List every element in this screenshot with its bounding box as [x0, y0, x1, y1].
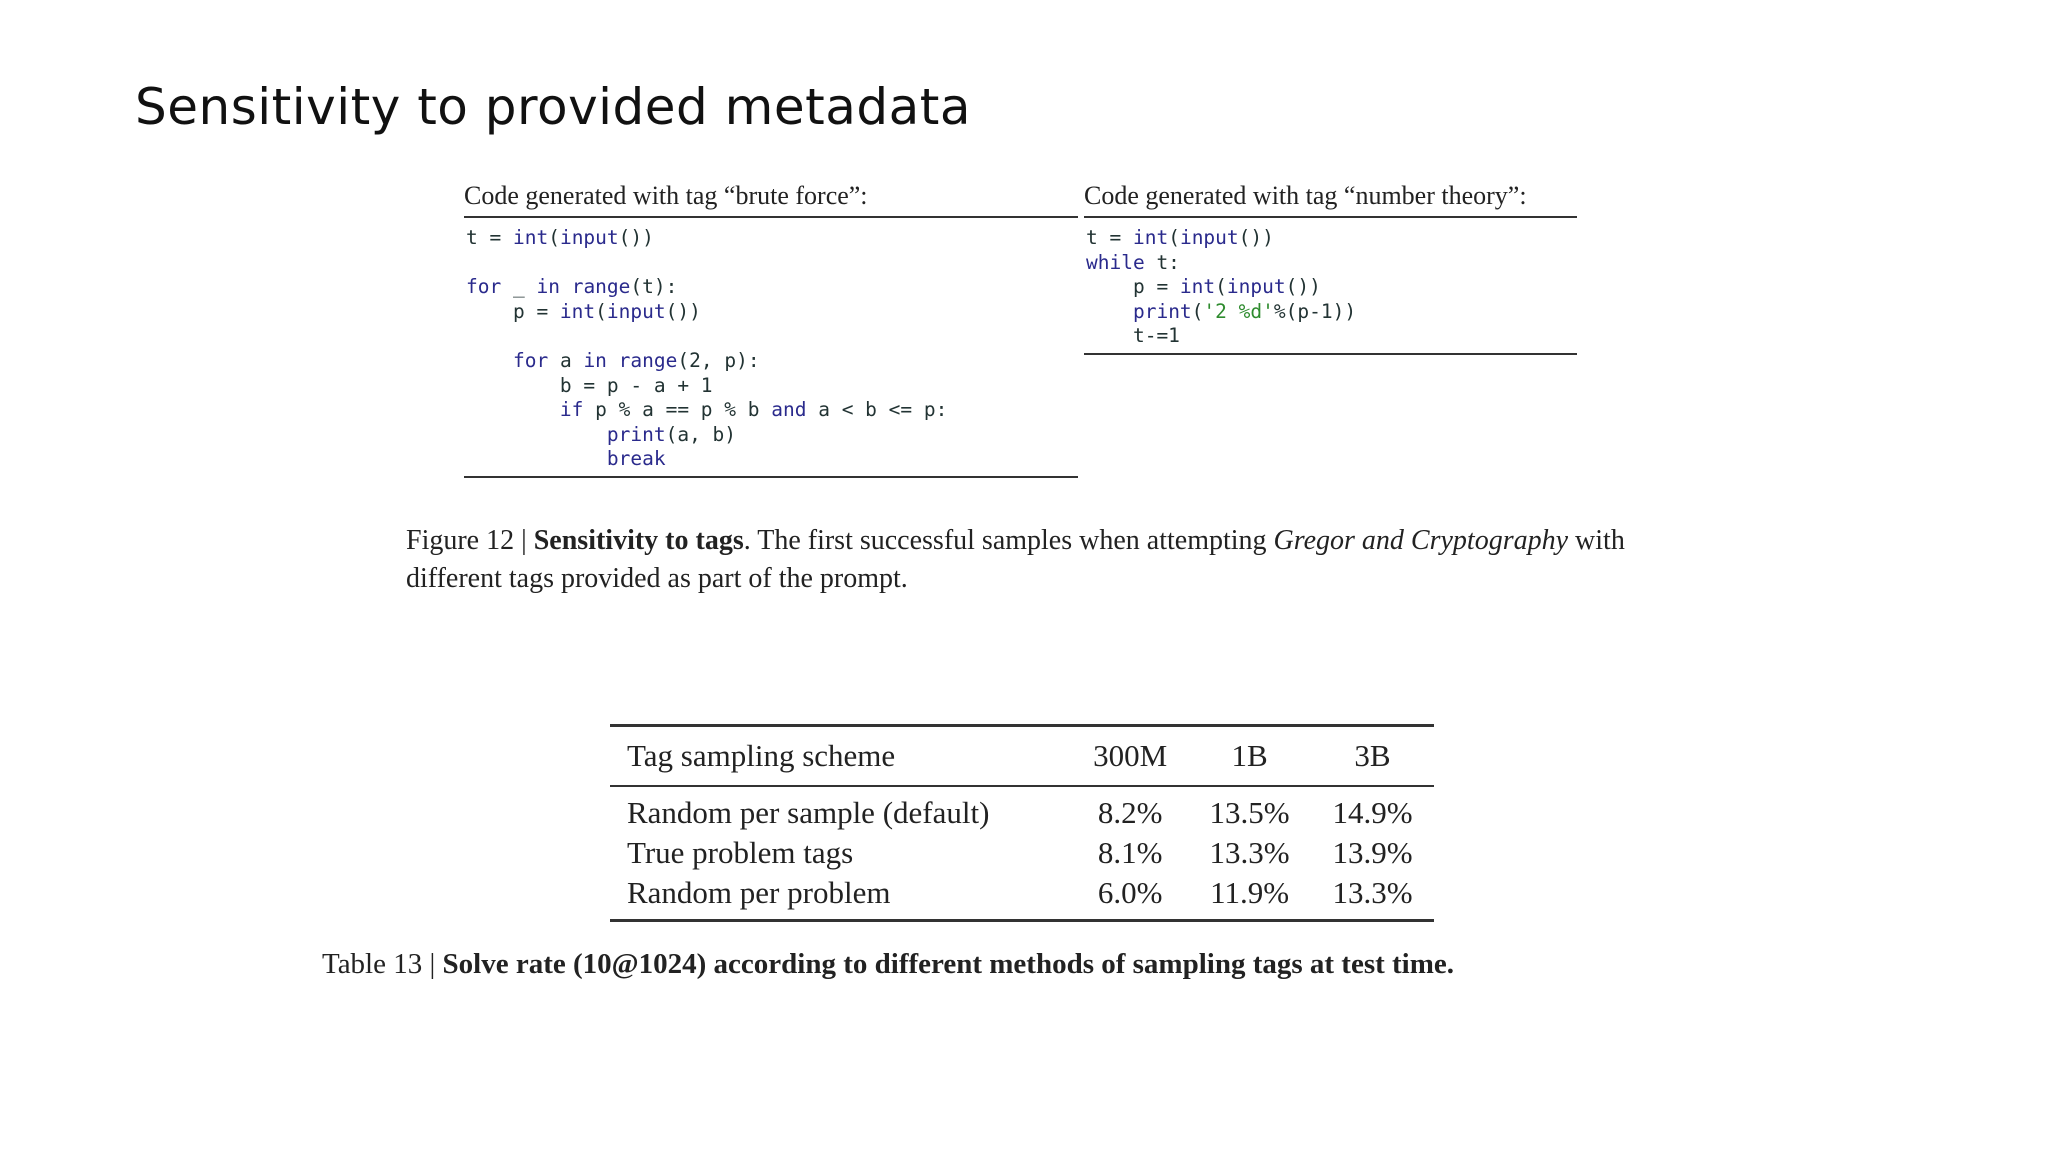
table-cell: 8.2%: [1097, 795, 1163, 830]
code-listing-brute-force: t = int(input()) for _ in range(t): p = int(input()) for a in range(2, p): b = p - a + 1 if p % a == p % b and a < b <= p: print(a, b) break: [466, 226, 948, 471]
table-cell: 13.3%: [1209, 835, 1290, 870]
table-cell: Random per sample (default): [627, 795, 990, 830]
table-row: [610, 786, 1434, 833]
code-block-brute-force: [464, 178, 1078, 478]
slide-title: Sensitivity to provided metadata: [135, 78, 972, 136]
figure-caption-italic: Gregor and Cryptography: [1273, 525, 1569, 556]
table-cell: 14.9%: [1332, 795, 1413, 830]
code-listing-number-theory: t = int(input()) while t: p = int(input()) print('2 %d'%(p-1)) t-=1: [1086, 226, 1357, 348]
table-cell: 13.9%: [1332, 835, 1413, 870]
table-cell: 6.0%: [1097, 875, 1163, 910]
table-cell: 11.9%: [1210, 875, 1290, 910]
table-cell: 13.5%: [1209, 795, 1290, 830]
table-row: [610, 833, 1434, 873]
figure-label: Figure 12 |: [406, 525, 534, 556]
table-row: [610, 873, 1434, 921]
table-cell: 8.1%: [1097, 835, 1163, 870]
code-block-number-theory: [1084, 178, 1577, 355]
code-caption-brute-force: Code generated with tag “brute force”:: [464, 181, 868, 210]
figure-caption-text-end: with different tags provided as part of the prompt.: [406, 525, 1625, 594]
figure-caption-text: . The first successful samples when attempting: [743, 525, 1274, 556]
table-cell: Random per problem: [627, 875, 891, 910]
table-cell: True problem tags: [627, 835, 854, 870]
figure-caption-bold: Sensitivity to tags: [533, 525, 744, 556]
table-caption-bold: Solve rate (10@1024) according to different methods of sampling tags at test time.: [442, 948, 1455, 980]
code-bottom-rule: [464, 476, 1078, 478]
table-caption: [322, 948, 1454, 981]
code-caption-number-theory: Code generated with tag “number theory”:: [1084, 181, 1527, 210]
table-header-row: [610, 726, 1434, 787]
column-header: 1B: [1231, 738, 1268, 773]
table-cell: 13.3%: [1332, 875, 1413, 910]
table-label: Table 13 |: [322, 948, 443, 980]
column-header: 3B: [1354, 738, 1391, 773]
code-bottom-rule: [1084, 353, 1577, 355]
figure-caption: [406, 522, 1666, 598]
column-header: 300M: [1093, 738, 1168, 773]
results-table: [610, 724, 1434, 922]
column-header: Tag sampling scheme: [627, 738, 896, 773]
